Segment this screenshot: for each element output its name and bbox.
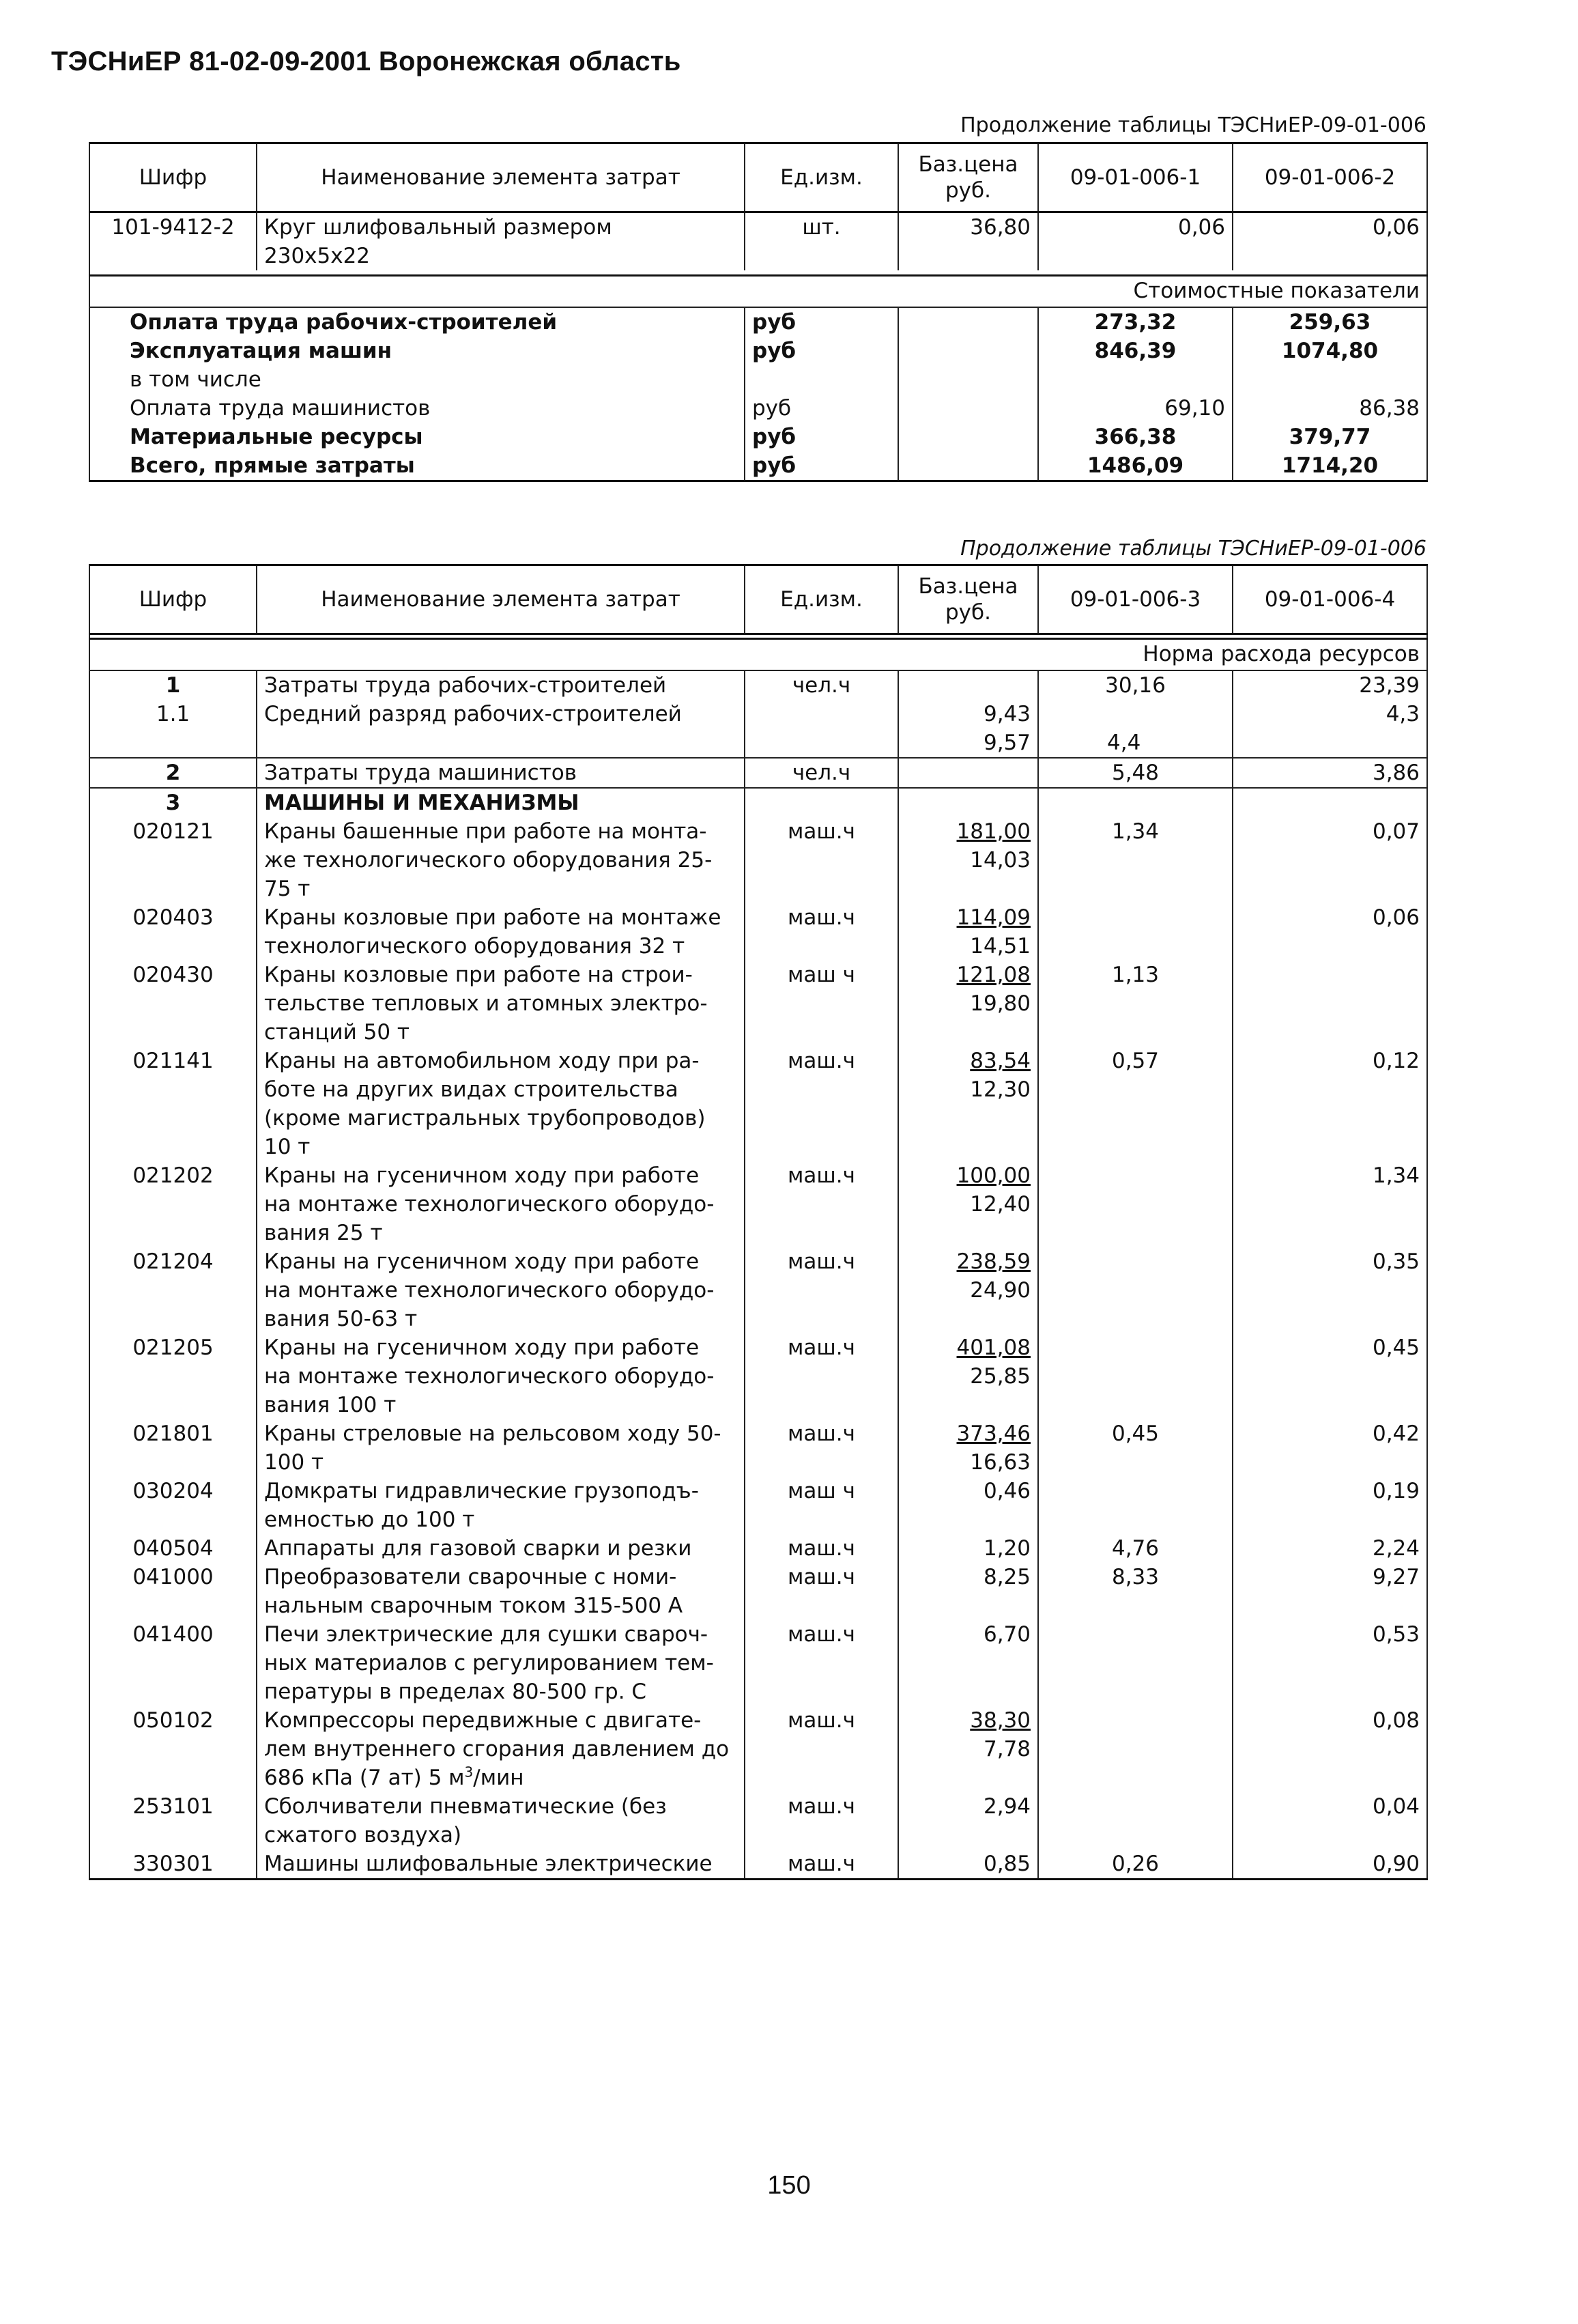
table-row: 101-9412-2 Круг шлифовальный размером 230x5x22 шт. 36,80 0,06 0,06 xyxy=(89,212,1427,271)
col-code-header: Шифр xyxy=(89,143,257,212)
table-row: 2 Затраты труда машинистов чел.ч 5,48 3,86 xyxy=(89,758,1427,788)
table-row: 021801 Краны стреловые на рельсовом ходу 50- 100 т маш.ч 373,46 16,63 0,45 0,42 xyxy=(89,1419,1427,1477)
table-row: 020403 Краны козловые при работе на монтаже технологического оборудования 32 т маш.ч 114,09 14,51 0,06 xyxy=(89,903,1427,961)
table-row: 041400 Печи электрические для сушки свароч- ных материалов с регулированием тем- пературы в пределах 80-500 гр. С маш.ч 6,70 0,53 xyxy=(89,1620,1427,1706)
table-row: 021202 Краны на гусеничном ходу при работе на монтаже технологического оборудо- вания 25 т маш.ч 100,00 12,40 1,34 xyxy=(89,1161,1427,1247)
table-row: Оплата труда рабочих-строителей руб 273,32 259,63 xyxy=(89,307,1427,337)
norm-section-label: Норма расхода ресурсов xyxy=(89,639,1427,671)
col-norm1-header: 09-01-006-3 xyxy=(1038,565,1233,634)
table-row: 1 Затраты труда рабочих-строителей чел.ч 30,16 23,39 xyxy=(89,670,1427,700)
table1-header-row xyxy=(89,143,1427,212)
table-row: 040504 Аппараты для газовой сварки и резки маш.ч 1,20 4,76 2,24 xyxy=(89,1534,1427,1563)
table2 xyxy=(89,564,1428,1880)
col-price-header: Баз.цена руб. xyxy=(898,143,1038,212)
table-row: 021205 Краны на гусеничном ходу при работе на монтаже технологического оборудо- вания 100 т маш.ч 401,08 25,85 0,45 xyxy=(89,1333,1427,1419)
page-number: 150 xyxy=(767,2171,811,2200)
table-row: 050102 Компрессоры передвижные с двигате- лем внутреннего сгорания давлением до 686 кПа (7 ат) 5 $м^3$/мин маш.ч 38,30 7,78 0,08 xyxy=(89,1706,1427,1792)
table-row: 1.1 Средний разряд рабочих-строителей 9,43 9,57 4,4 4,3 xyxy=(89,700,1427,758)
col-name-header: Наименование элемента затрат xyxy=(257,143,745,212)
col-unit-header: Ед.изм. xyxy=(745,565,898,634)
table1-continuation-note: Продолжение таблицы ТЭСНиЕР-09-01-006 xyxy=(960,113,1426,137)
col-price-header: Баз.цена руб. xyxy=(898,565,1038,634)
table2-header-row xyxy=(89,565,1427,634)
cost-section-label: Стоимостные показатели xyxy=(89,276,1427,308)
table-row: 330301 Машины шлифовальные электрические маш.ч 0,85 0,26 0,90 xyxy=(89,1850,1427,1880)
table-row: 253101 Сболчиватели пневматические (без сжатого воздуха) маш.ч 2,94 0,04 xyxy=(89,1792,1427,1850)
col-unit-header: Ед.изм. xyxy=(745,143,898,212)
table2-continuation-note: Продолжение таблицы ТЭСНиЕР-09-01-006 xyxy=(960,537,1426,561)
page-title: ТЭСНиЕР 81-02-09-2001 Воронежская область xyxy=(51,46,681,76)
col-norm1-header: 09-01-006-1 xyxy=(1038,143,1233,212)
col-name-header: Наименование элемента затрат xyxy=(257,565,745,634)
table-row: Оплата труда машинистов руб 69,10 86,38 xyxy=(89,394,1427,423)
table-row: Всего, прямые затраты руб 1486,09 1714,20 xyxy=(89,451,1427,481)
table-row: Эксплуатация машин руб 846,39 1074,80 xyxy=(89,337,1427,365)
table-row: 020430 Краны козловые при работе на строи- тельстве тепловых и атомных электро- станций 50 т маш ч 121,08 19,80 1,13 xyxy=(89,961,1427,1047)
col-norm2-header: 09-01-006-4 xyxy=(1233,565,1427,634)
table-row: 030204 Домкраты гидравлические грузоподъ- емностью до 100 т маш ч 0,46 0,19 xyxy=(89,1477,1427,1534)
table-row: 041000 Преобразователи сварочные с номи- нальным сварочным током 315-500 А маш.ч 8,25 8,33 9,27 xyxy=(89,1563,1427,1620)
table-row: Материальные ресурсы руб 366,38 379,77 xyxy=(89,423,1427,451)
table-row: 021204 Краны на гусеничном ходу при работе на монтаже технологического оборудо- вания 50-63 т маш.ч 238,59 24,90 0,35 xyxy=(89,1247,1427,1333)
table-row: в том числе xyxy=(89,365,1427,394)
col-code-header: Шифр xyxy=(89,565,257,634)
table-row: 021141 Краны на автомобильном ходу при ра- боте на других видах строительства (кроме магистральных трубопроводов) 10 т маш.ч 83,54 12,30 0,57 0,12 xyxy=(89,1047,1427,1161)
table-row: 020121 Краны башенные при работе на монта- же технологического оборудования 25- 75 т маш.ч 181,00 14,03 1,34 0,07 xyxy=(89,817,1427,903)
section-header-row: 3 МАШИНЫ И МЕХАНИЗМЫ xyxy=(89,788,1427,817)
table1 xyxy=(89,142,1428,482)
col-norm2-header: 09-01-006-2 xyxy=(1233,143,1427,212)
